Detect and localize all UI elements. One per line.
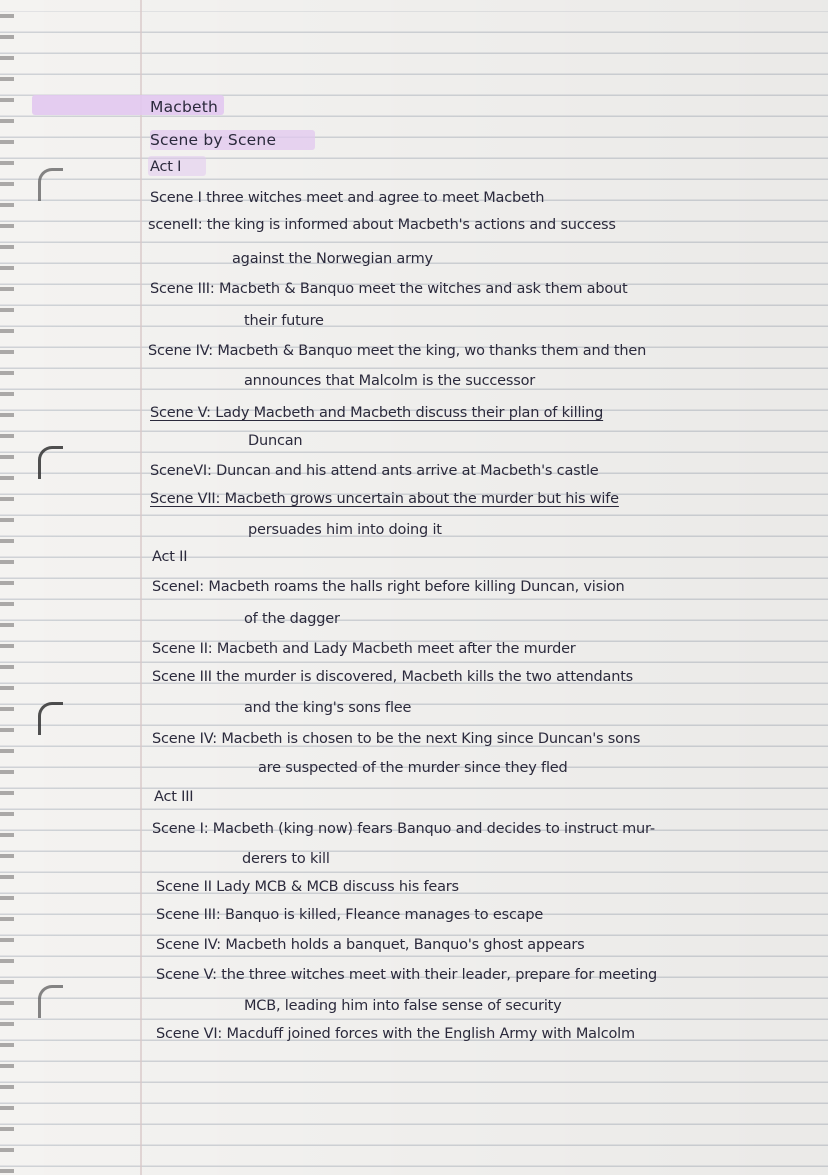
notes-title: Macbeth: [150, 98, 219, 116]
scene-line: Scene I: Macbeth (king now) fears Banquo and decides to instruct mur-: [152, 821, 655, 837]
scene-line: Scene IV: Macbeth & Banquo meet the king, wo thanks them and then: [148, 343, 647, 359]
scene-line: Scene V: Lady Macbeth and Macbeth discuss their plan of killing: [150, 405, 604, 421]
scene-line: Scene III: Macbeth & Banquo meet the witches and ask them about: [150, 281, 628, 297]
scene-line: SceneVI: Duncan and his attend ants arrive at Macbeth's castle: [150, 463, 599, 479]
scene-line-continued: MCB, leading him into false sense of security: [244, 998, 562, 1014]
scene-line: Scene II Lady MCB & MCB discuss his fears: [156, 879, 459, 895]
scene-line: Scene II: Macbeth and Lady Macbeth meet after the murder: [152, 641, 576, 657]
scene-line: sceneII: the king is informed about Macbeth's actions and success: [148, 217, 616, 233]
scene-line: Scene I three witches meet and agree to meet Macbeth: [150, 190, 545, 206]
scene-line-continued: of the dagger: [244, 611, 340, 627]
act-heading: Act I: [150, 159, 182, 175]
scene-line: Scene IV: Macbeth holds a banquet, Banquo's ghost appears: [156, 937, 585, 953]
act-heading: Act II: [152, 549, 188, 565]
scene-line-continued: announces that Malcolm is the successor: [244, 373, 536, 389]
scene-line: SceneI: Macbeth roams the halls right before killing Duncan, vision: [152, 579, 625, 595]
scene-line: Scene VI: Macduff joined forces with the English Army with Malcolm: [156, 1026, 635, 1042]
scene-line-continued: are suspected of the murder since they fled: [258, 760, 568, 776]
scene-line-continued: and the king's sons flee: [244, 700, 412, 716]
notes-subtitle: Scene by Scene: [150, 131, 277, 149]
scene-line: Scene VII: Macbeth grows uncertain about the murder but his wife: [150, 491, 619, 507]
scene-line: Scene IV: Macbeth is chosen to be the next King since Duncan's sons: [152, 731, 641, 747]
scene-line-continued: derers to kill: [242, 851, 330, 867]
scene-line-continued: Duncan: [248, 433, 303, 449]
scene-line: Scene III: Banquo is killed, Fleance manages to escape: [156, 907, 544, 923]
act-heading: Act III: [154, 789, 194, 805]
scene-line-continued: persuades him into doing it: [248, 522, 442, 538]
scene-line-continued: their future: [244, 313, 324, 329]
scene-line-continued: against the Norwegian army: [232, 251, 433, 267]
scene-line: Scene III the murder is discovered, Macbeth kills the two attendants: [152, 669, 634, 685]
scene-line: Scene V: the three witches meet with their leader, prepare for meeting: [156, 967, 658, 983]
